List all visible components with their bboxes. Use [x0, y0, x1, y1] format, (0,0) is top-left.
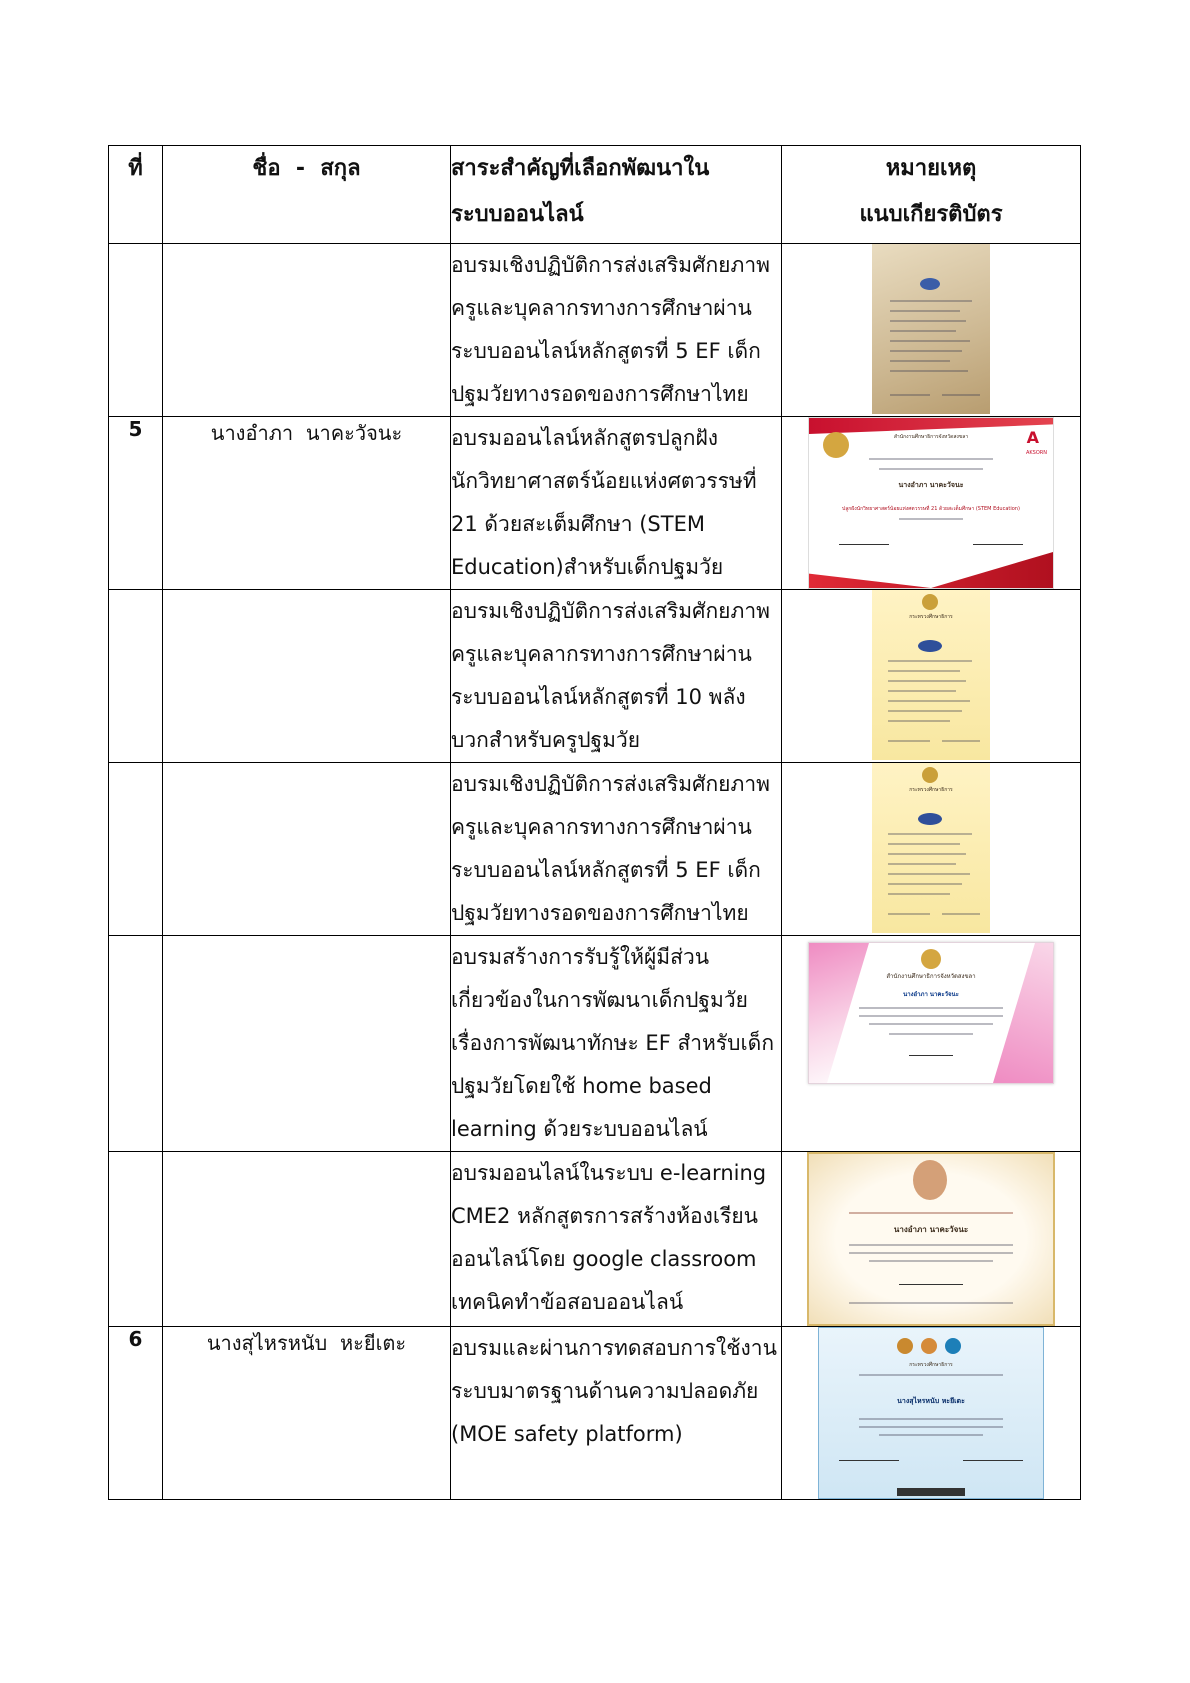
certificate-image: A AKSORN สำนักงานศึกษาธิการจังหวัดสงขลา นางอำภา นาคะวัจนะ ปลูกฝังนักวิทยาศาสตร์น้อยแห่งศตวรรษที่ 21 ด้วยสะเต็มศึกษา (STEM Education): [808, 417, 1054, 589]
seal-icon: [922, 767, 938, 783]
row-number: 6: [109, 1327, 163, 1500]
row-topic: อบรมสร้างการรับรู้ให้ผู้มีส่วน เกี่ยวข้องในการพัฒนาเด็กปฐมวัย เรื่องการพัฒนาทักษะ EF สำหรับเด็ก ปฐมวัยโดยใช้ home based learning ด้วยระบบออนไลน์: [451, 936, 782, 1152]
row-number: [109, 590, 163, 763]
row-topic: อบรมเชิงปฏิบัติการส่งเสริมศักยภาพ ครูและบุคลากรทางการศึกษาผ่าน ระบบออนไลน์หลักสูตรที่ 5 EF เด็ก ปฐมวัยทางรอดของการศึกษาไทย: [451, 763, 782, 936]
certificate-cell: [782, 1327, 1081, 1500]
certificate-cell: [782, 936, 1081, 1152]
certificate-image: กระทรวงศึกษาธิการ: [872, 590, 990, 760]
row-number: [109, 244, 163, 417]
certificate-cell: [782, 590, 1081, 763]
seal-icon: [921, 949, 941, 969]
row-name: [163, 936, 451, 1152]
table-row: [109, 936, 1081, 1152]
row-number: [109, 1152, 163, 1327]
row-topic: อบรมเชิงปฏิบัติการส่งเสริมศักยภาพ ครูและบุคลากรทางการศึกษาผ่าน ระบบออนไลน์หลักสูตรที่ 5 EF เด็ก ปฐมวัยทางรอดของการศึกษาไทย: [451, 244, 782, 417]
table-row: [109, 590, 1081, 763]
table-row: [109, 1327, 1081, 1500]
row-topic: อบรมออนไลน์ในระบบ e-learning CME2 หลักสูตรการสร้างห้องเรียน ออนไลน์โดย google classroom เทคนิคทำข้อสอบออนไลน์: [451, 1152, 782, 1327]
certificate-image: กระทรวงศึกษาธิการ: [872, 763, 990, 933]
certificate-image: [872, 244, 990, 414]
row-number: [109, 763, 163, 936]
certificate-cell: [782, 763, 1081, 936]
row-name: [163, 244, 451, 417]
certificate-image: กระทรวงศึกษาธิการ นางสุไหรหนับ หะยีเตะ: [818, 1327, 1044, 1499]
row-number: [109, 936, 163, 1152]
header-note: หมายเหตุ แนบเกียรติบัตร: [782, 146, 1081, 244]
row-name: [163, 1152, 451, 1327]
seal-icon: [913, 1160, 947, 1200]
header-name: ชื่อ - สกุล: [163, 146, 451, 244]
certificate-cell: [782, 417, 1081, 590]
certificate-cell: [782, 1152, 1081, 1327]
table-row: [109, 417, 1081, 590]
row-topic: อบรมและผ่านการทดสอบการใช้งาน ระบบมาตรฐานด้านความปลอดภัย (MOE safety platform): [451, 1327, 782, 1500]
table-row: [109, 244, 1081, 417]
row-name: [163, 763, 451, 936]
table-row: [109, 763, 1081, 936]
seal-icon: [922, 594, 938, 610]
row-topic: อบรมเชิงปฏิบัติการส่งเสริมศักยภาพ ครูและบุคลากรทางการศึกษาผ่าน ระบบออนไลน์หลักสูตรที่ 10 พลัง บวกสำหรับครูปฐมวัย: [451, 590, 782, 763]
header-topic: สาระสำคัญที่เลือกพัฒนาใน ระบบออนไลน์: [451, 146, 782, 244]
header-no: ที่: [109, 146, 163, 244]
row-name: นางสุไหรหนับ หะยีเตะ: [163, 1327, 451, 1500]
row-name: นางอำภา นาคะวัจนะ: [163, 417, 451, 590]
certificate-image: นางอำภา นาคะวัจนะ: [807, 1152, 1055, 1326]
row-number: 5: [109, 417, 163, 590]
table-header-row: [109, 146, 1081, 244]
seal-icon: [897, 1338, 913, 1354]
table-row: [109, 1152, 1081, 1327]
certificate-image: สำนักงานศึกษาธิการจังหวัดสงขลา นางอำภา นาคะวัจนะ: [808, 942, 1054, 1084]
certificate-cell: [782, 244, 1081, 417]
row-topic: อบรมออนไลน์หลักสูตรปลูกฝัง นักวิทยาศาสตร์น้อยแห่งศตวรรษที่ 21 ด้วยสะเต็มศึกษา (STEM Education)สำหรับเด็กปฐมวัย: [451, 417, 782, 590]
certificate-table: [108, 145, 1081, 1500]
row-name: [163, 590, 451, 763]
